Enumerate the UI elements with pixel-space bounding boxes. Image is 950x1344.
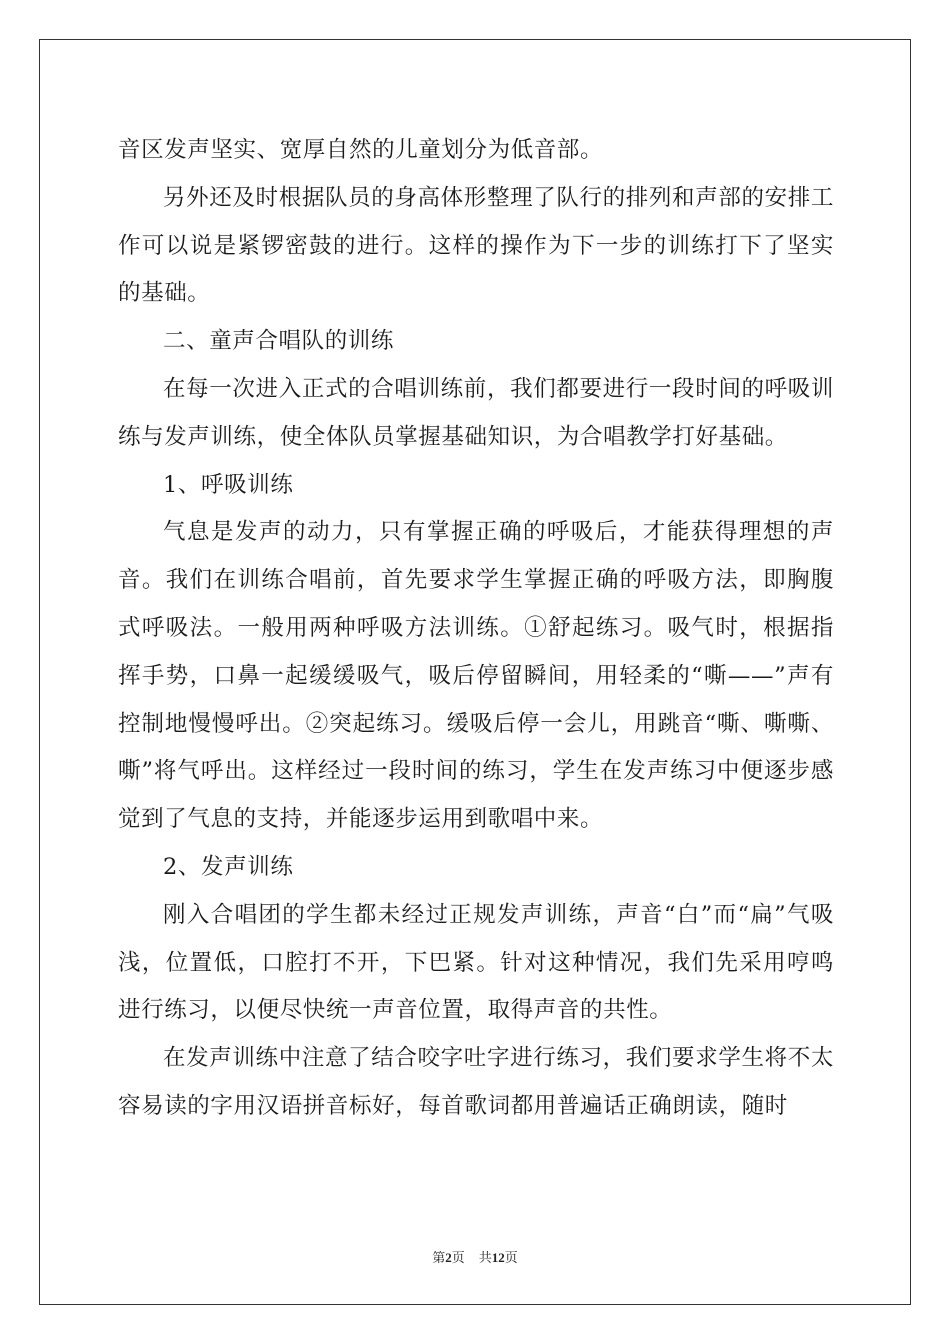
paragraph-1: 音区发声坚实、宽厚自然的儿童划分为低音部。 [118,137,604,163]
paragraph-2: 另外还及时根据队员的身高体形整理了队行的排列和声部的安排工作可以说是紧锣密鼓的进行。这样的操作为下一步的训练打下了坚实的基础。 [118,184,834,307]
section-heading-2: 二、童声合唱队的训练 [163,328,395,355]
paragraph-5: 刚入合唱团的学生都未经过正规发声训练，声音“白”而“扁”气吸浅，位置低，口腔打不开，下巴紧。针对这种情况，我们先采用哼鸣进行练习，以便尽快统一声音位置，取得声音的共性。 [118,901,834,1024]
subheading-breathing: 1、呼吸训练 [163,471,294,498]
paragraph-6: 在发声训练中注意了结合咬字吐字进行练习，我们要求学生将不太容易读的字用汉语拼音标好，每首歌词都用普遍话正确朗读，随时 [118,1045,834,1119]
page-prefix: 第 [432,1251,446,1266]
paragraph-4: 气息是发声的动力，只有掌握正确的呼吸后，才能获得理想的声音。我们在训练合唱前，首先要求学生掌握正确的呼吸方法，即胸腹式呼吸法。一般用两种呼吸方法训练。①舒起练习。吸气时，根据指挥手势，口鼻一起缓缓吸气，吸后停留瞬间，用轻柔的“嘶——”声有控制地慢慢呼出。②突起练习。缓吸后停一会儿，用跳音“嘶、嘶嘶、嘶”将气呼出。这样经过一段时间的练习，学生在发声练习中便逐步感觉到了气息的支持，并能逐步运用到歌唱中来。 [118,519,834,833]
page-footer [0,1247,950,1266]
paragraph-3: 在每一次进入正式的合唱训练前，我们都要进行一段时间的呼吸训练与发声训练，使全体队员掌握基础知识，为合唱教学打好基础。 [118,375,834,450]
total-prefix: 共 [478,1251,492,1266]
total-suffix: 页 [504,1251,518,1266]
document-body [118,127,834,1131]
page-number: 2 [445,1250,452,1265]
total-pages: 12 [491,1250,505,1265]
page-suffix: 页 [451,1251,465,1266]
subheading-vocalization: 2、发声训练 [163,853,294,880]
